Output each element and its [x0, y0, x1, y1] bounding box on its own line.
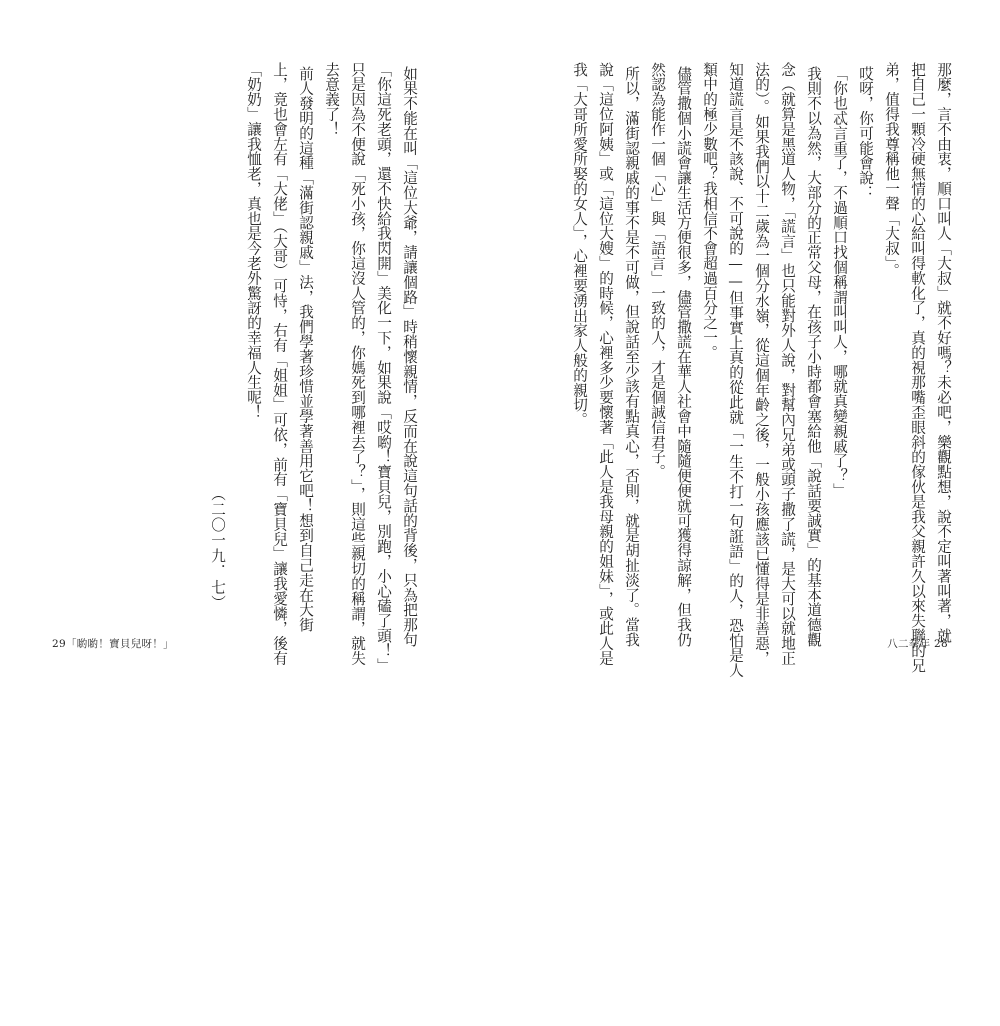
page-folio: 八二拳年 28: [887, 638, 948, 650]
text-column: 把自己一顆冷硬無情的心給叫得軟化了，真的視那嘴歪眼斜的傢伙是我父親許久以來失聯的兄: [909, 62, 926, 673]
left-page: [0, 0, 500, 710]
text-column: 儘管撒個小謊會讓生活方便很多，儘管撒謊在華人社會中隨隨便便就可獲得諒解，但我仍: [675, 66, 692, 648]
text-column: 哎呀，你可能會說：: [857, 66, 874, 201]
text-column: 「你也忒言重了，不過順口找個稱謂叫叫人，哪就真變親戚了？」: [831, 66, 848, 499]
page-folio: 29「喲喲！寶貝兒呀！」: [52, 638, 174, 650]
text-column: 說「這位阿姨」或「這位大嫂」的時候，心裡多少要懷著「此人是我母親的姐妹」，或此人是: [597, 62, 614, 666]
text-column: 我則不以為然，大部分的正常父母，在孩子小時都會塞給他「說話要誠實」的基本道德觀: [805, 66, 822, 648]
text-column: 類中的極少數吧？我相信不會超過百分之一。: [701, 62, 718, 360]
text-column: 然認為能作一個「心」與「語言」一致的人，才是個誠信君子。: [649, 62, 666, 480]
text-column: 念（就算是黑道人物，「謊言」也只能對外人說，對幫內兄弟或頭子撒了謊，是大可以就地正: [779, 62, 796, 666]
text-column: 知道謊言是不該說、不可說的——但事實上真的從此就「一生不打一句誑語」的人，恐怕是人: [727, 62, 744, 678]
text-column: 所以，滿街認親戚的事不是不可做，但說話至少該有點真心，否則，就是胡扯淡了。當我: [623, 66, 640, 648]
text-column: 只是因為不便說「死小孩，你這沒人管的，你媽死到哪裡去了？」，則這些親切的稱謂，就失: [349, 62, 366, 666]
text-column: 弟，值得我尊稱他一聲「大叔」。: [883, 62, 900, 279]
text-column: 我「大哥所愛所娶的女人」，心裡要湧出家人般的親切。: [571, 62, 588, 428]
text-column: 如果不能在叫「這位大爺，請讓個路」時稍懷親情，反而在說這句話的背後，只為把那句: [401, 66, 418, 648]
text-column: 那麼，言不由衷，順口叫人「大叔」就不好嗎？未必吧，樂觀點想，說不定叫著叫著，就: [935, 62, 952, 644]
text-column: 「你這死老頭，還不快給我閃開」美化一下，如果說「哎喲！寶貝兒，別跑，小心磕了頭！」: [375, 62, 392, 673]
right-page: [500, 0, 1000, 710]
text-column: 前人發明的這種「滿街認親戚」法，我們學著珍惜並學著善用它吧！想到自己走在大街: [297, 66, 314, 633]
text-column: 去意義了！: [323, 62, 340, 137]
text-column: 法的）。如果我們以十二歲為一個分水嶺，從這個年齡之後，一般小孩應該已懂得是非善惡，: [753, 62, 770, 666]
text-column: 上，竟也會左有「大佬」（大哥）可恃，右有「姐姐」可依，前有「寶貝兒」讓我愛憐，後有: [271, 62, 288, 666]
text-column: 「奶奶」讓我恤老，真也是今老外驚訝的幸福人生呢！: [245, 62, 262, 420]
date-note: （二〇一九．七）: [209, 486, 226, 611]
